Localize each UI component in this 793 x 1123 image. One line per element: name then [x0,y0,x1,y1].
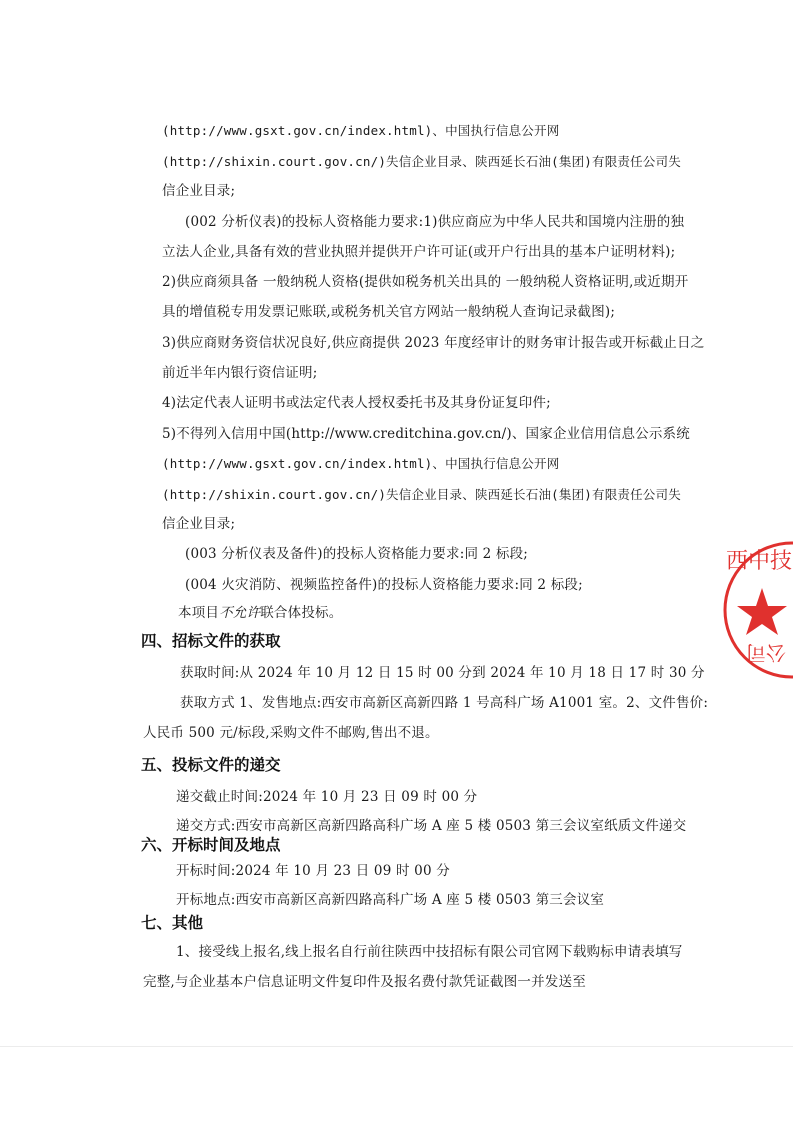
section-heading: 七、其他 [141,914,204,932]
text-line: 5)不得列入信用中国(http://www.creditchina.gov.cn/)、国家企业信用信息公示系统 [162,426,690,442]
text-line: 递交截止时间:2024 年 10 月 23 日 09 时 00 分 [176,789,478,805]
text-line: (http://shixin.court.gov.cn/)失信企业目录、陕西延长石油(集团)有限责任公司失 [162,154,681,169]
text-line: 4)法定代表人证明书或法定代表人授权委托书及其身份证复印件; [162,395,551,411]
page-divider [0,1046,793,1047]
text-line: (http://www.gsxt.gov.cn/index.html)、中国执行信息公开网 [162,123,560,138]
text-line: (http://www.gsxt.gov.cn/index.html)、中国执行信息公开网 [162,456,560,471]
text-line: 1、接受线上报名,线上报名自行前往陕西中技招标有限公司官网下载购标申请表填写 [176,944,683,960]
text-line: 具的增值税专用发票记账联,或税务机关官方网站一般纳税人查询记录截图); [162,304,616,320]
text-line: (http://shixin.court.gov.cn/)失信企业目录、陕西延长石油(集团)有限责任公司失 [162,487,681,502]
text-line: 开标地点:西安市高新区高新四路高科广场 A 座 5 楼 0503 第三会议室 [176,892,605,908]
text-line: 信企业目录; [162,516,236,532]
text-line: 立法人企业,具备有效的营业执照并提供开户许可证(或开户行出具的基本户证明材料); [162,244,676,260]
text-line: 获取方式 1、发售地点:西安市高新区高新四路 1 号高科广场 A1001 室。2、文件售价: [180,695,709,711]
emphasized-text: 不允许 [219,605,261,621]
text-line: (003 分析仪表及备件)的投标人资格能力要求:同 2 标段; [185,546,529,562]
company-seal [722,520,793,700]
seal-text-top: 西中技 [726,549,793,574]
text-line: 信企业目录; [162,183,236,199]
text-line: 递交方式:西安市高新区高新四路高科广场 A 座 5 楼 0503 第三会议室纸质文件递交 [176,818,687,834]
text-line: (002 分析仪表)的投标人资格能力要求:1)供应商应为中华人民共和国境内注册的独 [185,214,685,230]
section-heading: 五、投标文件的递交 [141,756,281,774]
text-fragment: 本项目 [178,605,220,621]
text-line [178,604,342,622]
text-line: 前近半年内银行资信证明; [162,365,318,381]
text-line: 完整,与企业基本户信息证明文件复印件及报名费付款凭证截图一并发送至 [143,974,586,990]
seal-text-bottom: 公司 [746,641,786,665]
text-line: 3)供应商财务资信状况良好,供应商提供 2023 年度经审计的财务审计报告或开标截止日之 [162,335,705,351]
text-line: 人民币 500 元/标段,采购文件不邮购,售出不退。 [143,725,439,741]
seal-star-icon [737,588,787,635]
text-fragment: 联合体投标。 [260,605,343,621]
text-line: 2)供应商须具备 一般纳税人资格(提供如税务机关出具的 一般纳税人资格证明,或近期开 [162,274,689,290]
text-line: 获取时间:从 2024 年 10 月 12 日 15 时 00 分到 2024 年 10 月 18 日 17 时 30 分 [180,665,705,681]
section-heading: 四、招标文件的获取 [141,632,281,650]
section-heading: 六、开标时间及地点 [141,836,281,854]
text-line: (004 火灾消防、视频监控备件)的投标人资格能力要求:同 2 标段; [185,577,583,593]
text-line: 开标时间:2024 年 10 月 23 日 09 时 00 分 [176,863,450,879]
